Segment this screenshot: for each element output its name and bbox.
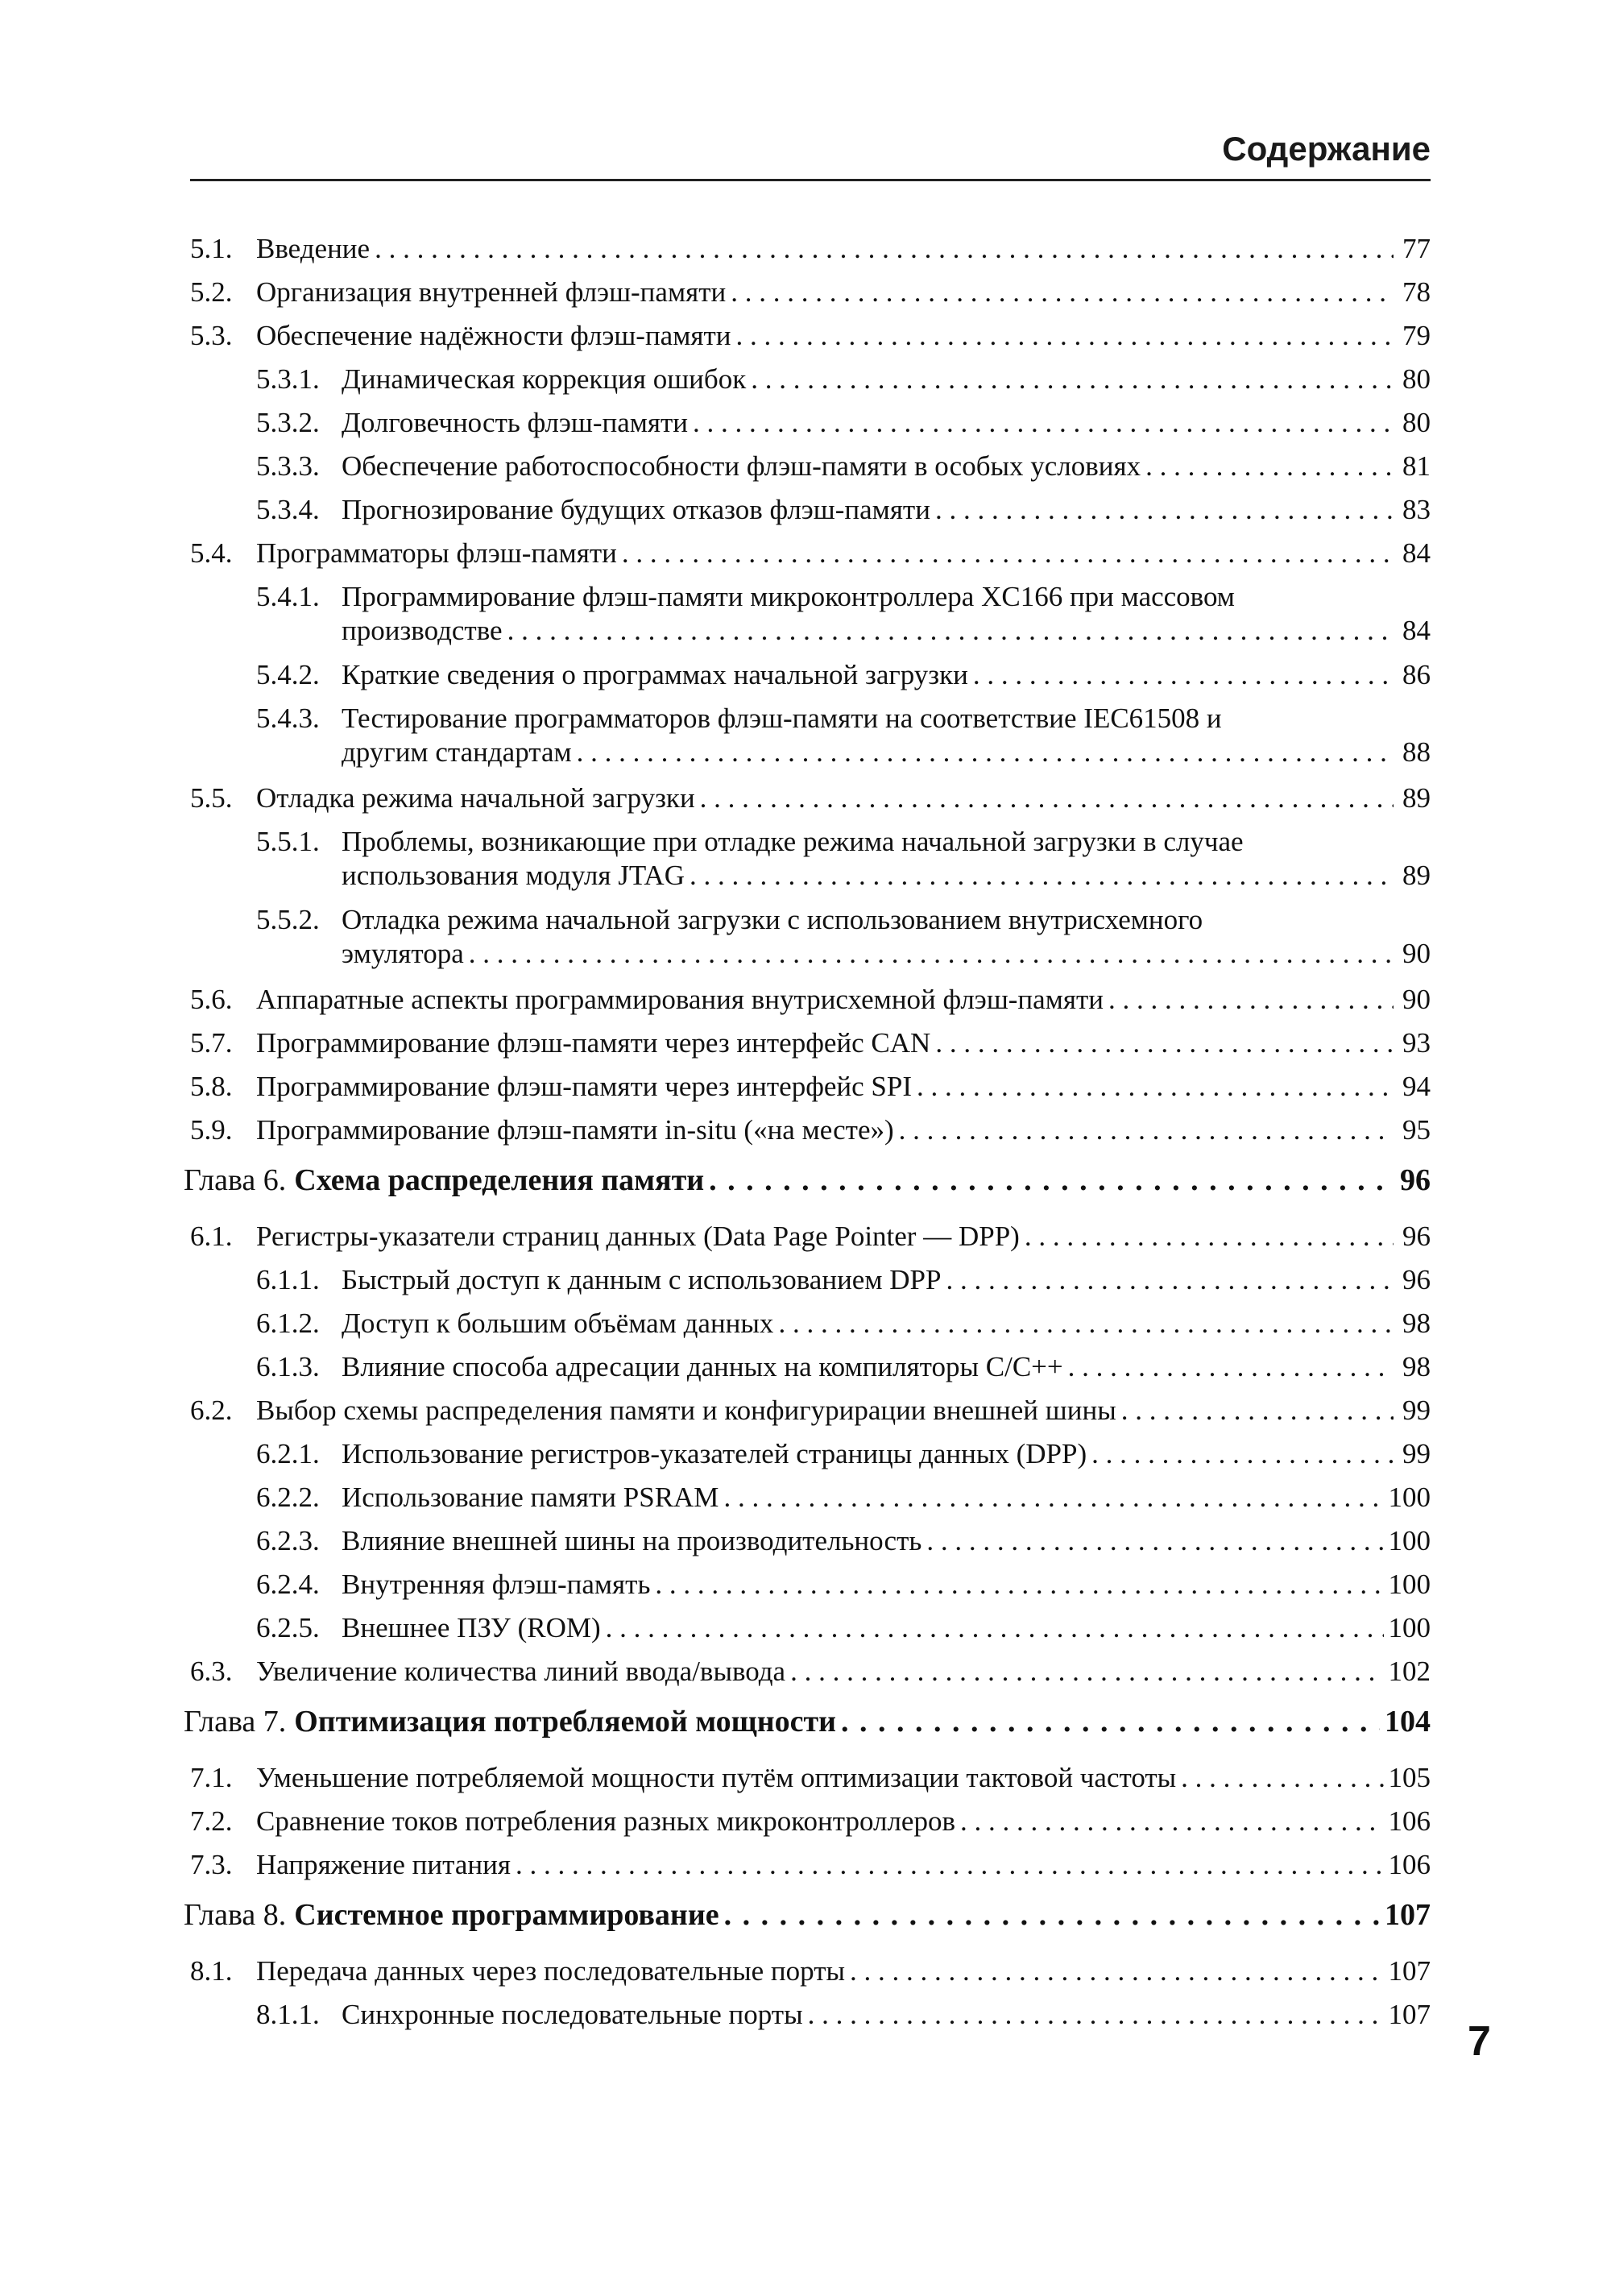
toc-entry-line [342, 1263, 1431, 1297]
toc-entry-line [342, 903, 1431, 937]
toc-entry-number: 7.3. [190, 1849, 233, 1880]
toc-entry-line [342, 1524, 1431, 1558]
toc-entry-number: 6.1.2. [256, 1308, 320, 1339]
toc-entry-number: 6.1.3. [256, 1351, 320, 1382]
toc-entry-title: Программаторы флэш-памяти [256, 537, 617, 569]
toc-page-number: 99 [1402, 1395, 1431, 1426]
toc-entry-line [256, 983, 1431, 1017]
toc-leader-dots [808, 1998, 1384, 2032]
toc-entry-title-continuation: использования модуля JTAG [342, 860, 685, 891]
toc-leader-dots [935, 1026, 1394, 1060]
toc-entry-title-continuation: другим стандартам [342, 736, 572, 768]
toc-entry-continuation [342, 614, 1431, 648]
toc-entry-line [342, 1568, 1431, 1602]
toc-entry-number: 5.3.1. [256, 363, 320, 395]
toc-entry-title-continuation: эмулятора [342, 938, 464, 969]
toc-leader-dots [606, 1611, 1384, 1645]
toc-leader-dots [946, 1263, 1394, 1297]
toc-leader-dots [700, 781, 1394, 815]
toc-leader-dots [1181, 1761, 1383, 1795]
toc-chapter-title: Оптимизация потребляемой мощности [294, 1705, 837, 1739]
toc-entry-title: Краткие сведения о программах начальной загрузки [342, 659, 968, 690]
toc-page-number: 104 [1385, 1705, 1431, 1739]
toc-entry-line [342, 1998, 1431, 2032]
toc-entry-line [342, 1437, 1431, 1471]
toc-leader-dots [723, 1481, 1383, 1515]
toc-entry-continuation [342, 859, 1431, 893]
toc-entry-number: 5.2. [190, 276, 233, 308]
toc-page-number: 93 [1402, 1027, 1431, 1059]
toc-entry-title: Обеспечение надёжности флэш-памяти [256, 320, 731, 351]
toc-entry-line [256, 537, 1431, 570]
toc-chapter-prefix: Глава 7. [184, 1705, 287, 1739]
toc-entry-title: Организация внутренней флэш-памяти [256, 276, 727, 308]
toc-page-number: 95 [1402, 1114, 1431, 1146]
toc-leader-dots [1091, 1437, 1394, 1471]
toc-entry-title: Влияние внешней шины на производительность [342, 1525, 922, 1556]
toc-entry-number: 5.3.4. [256, 494, 320, 525]
toc-leader-dots [973, 658, 1394, 692]
toc-leader-dots [790, 1655, 1383, 1689]
page-header-title: Содержание [1222, 130, 1431, 168]
toc-entry-number: 5.4.1. [256, 581, 320, 612]
toc-leader-dots [899, 1113, 1394, 1147]
toc-entry-number: 5.4.2. [256, 659, 320, 690]
toc-chapter-title: Системное программирование [294, 1898, 719, 1932]
toc-page-number: 107 [1388, 1955, 1431, 1987]
toc-entry-line [256, 1954, 1431, 1988]
toc-entry-number: 5.3.2. [256, 407, 320, 438]
toc-entry-title: Отладка режима начальной загрузки [256, 782, 695, 814]
toc-entry-line [256, 1113, 1431, 1147]
toc-entry-title: Внутренняя флэш-память [342, 1569, 651, 1600]
toc-leader-dots [1025, 1220, 1394, 1254]
toc-entry-line [342, 1350, 1431, 1384]
toc-page-number: 88 [1402, 736, 1431, 768]
toc-entry-number: 5.9. [190, 1114, 233, 1146]
toc-entry-number: 5.5. [190, 782, 233, 814]
toc-chapter-prefix: Глава 6. [184, 1163, 287, 1197]
toc-entry-line [256, 1761, 1431, 1795]
toc-entry-title: Введение [256, 233, 371, 264]
toc-page-number: 100 [1388, 1569, 1431, 1600]
toc-entry-title: Доступ к большим объёмам данных [342, 1308, 774, 1339]
toc-leader-dots [960, 1805, 1384, 1838]
toc-entry-line [342, 1611, 1431, 1645]
toc-entry-line [256, 276, 1431, 309]
toc-page-number: 80 [1402, 363, 1431, 395]
toc-entry-title: Использование регистров-указателей страницы данных (DPP) [342, 1438, 1087, 1469]
toc-leader-dots [731, 276, 1394, 309]
toc-page-number: 90 [1402, 984, 1431, 1015]
toc-page-number: 86 [1402, 659, 1431, 690]
toc-entry-continuation [342, 736, 1431, 769]
toc-leader-dots [735, 319, 1394, 353]
toc-entry-line [184, 1705, 1431, 1739]
toc-page-number: 94 [1402, 1071, 1431, 1102]
toc-entry-line [256, 1070, 1431, 1104]
toc-page-number: 89 [1402, 782, 1431, 814]
toc-page-number: 96 [1402, 1264, 1431, 1295]
toc-page-number: 90 [1402, 938, 1431, 969]
toc-leader-dots [935, 493, 1394, 527]
toc-entry-number: 5.4.3. [256, 702, 320, 734]
toc-leader-dots [778, 1307, 1394, 1341]
toc-entry-title: Быстрый доступ к данным с использованием DPP [342, 1264, 942, 1295]
toc-entry-title: Проблемы, возникающие при отладке режима начальной загрузки в случае [342, 826, 1244, 857]
toc-entry-title: Использование памяти PSRAM [342, 1482, 719, 1513]
toc-leader-dots [516, 1848, 1384, 1882]
toc-leader-dots [709, 1163, 1394, 1197]
toc-leader-dots [655, 1568, 1383, 1602]
toc-leader-dots [1108, 983, 1394, 1017]
toc-leader-dots [690, 859, 1394, 893]
toc-entry-title: Выбор схемы распределения памяти и конфигурирации внешней шины [256, 1395, 1116, 1426]
toc-entry-line [256, 1848, 1431, 1882]
toc-entry-line [342, 450, 1431, 483]
toc-leader-dots [1145, 450, 1394, 483]
toc-entry-line [342, 658, 1431, 692]
toc-entry-number: 5.1. [190, 233, 233, 264]
toc-leader-dots [469, 937, 1394, 971]
toc-page-number: 98 [1402, 1308, 1431, 1339]
toc-entry-title: Аппаратные аспекты программирования внутрисхемной флэш-памяти [256, 984, 1104, 1015]
toc-page-number: 78 [1402, 276, 1431, 308]
toc-entry-line [184, 1163, 1431, 1197]
toc-entry-number: 8.1. [190, 1955, 233, 1987]
toc-entry-continuation [342, 937, 1431, 971]
toc-entry-title: Влияние способа адресации данных на компиляторы C/C++ [342, 1351, 1063, 1382]
toc-page-number: 83 [1402, 494, 1431, 525]
toc-entry-title: Напряжение питания [256, 1849, 511, 1880]
toc-page-number: 100 [1388, 1612, 1431, 1643]
toc-leader-dots [1068, 1350, 1394, 1384]
toc-entry-title: Отладка режима начальной загрузки с использованием внутрисхемного [342, 904, 1203, 935]
toc-entry-line [342, 702, 1431, 736]
toc-entry-number: 6.1.1. [256, 1264, 320, 1295]
toc-page-number: 79 [1402, 320, 1431, 351]
toc-entry-title: Программирование флэш-памяти через интерфейс SPI [256, 1071, 913, 1102]
toc-page-number: 77 [1402, 233, 1431, 264]
toc-entry-line [256, 319, 1431, 353]
toc-page-number: 89 [1402, 860, 1431, 891]
toc-entry-number: 6.1. [190, 1221, 233, 1252]
page-number: 7 [1468, 2018, 1491, 2065]
toc-entry-line [342, 406, 1431, 440]
toc-entry-title: Сравнение токов потребления разных микроконтроллеров [256, 1805, 955, 1837]
toc-entry-line [342, 363, 1431, 396]
toc-entry-title: Программирование флэш-памяти через интерфейс CAN [256, 1027, 931, 1059]
toc-entry-title-continuation: производстве [342, 615, 503, 646]
toc-entry-number: 5.3.3. [256, 450, 320, 482]
toc-entry-title: Внешнее ПЗУ (ROM) [342, 1612, 601, 1643]
toc-entry-line [342, 825, 1431, 859]
toc-entry-title: Обеспечение работоспособности флэш-памяти в особых условиях [342, 450, 1141, 482]
toc-entry-number: 5.3. [190, 320, 233, 351]
toc-page-number: 96 [1402, 1221, 1431, 1252]
toc-entry-title: Прогнозирование будущих отказов флэш-памяти [342, 494, 930, 525]
toc-entry-line [342, 1307, 1431, 1341]
toc-entry-line [184, 1898, 1431, 1932]
toc-entry-number: 6.2.2. [256, 1482, 320, 1513]
toc-entry-number: 6.2. [190, 1395, 233, 1426]
toc-leader-dots [917, 1070, 1394, 1104]
toc-entry-title: Тестирование программаторов флэш-памяти на соответствие IEC61508 и [342, 702, 1222, 734]
toc-leader-dots [850, 1954, 1383, 1988]
toc-entry-line [256, 232, 1431, 266]
toc-entry-title: Долговечность флэш-памяти [342, 407, 689, 438]
toc-entry-number: 5.6. [190, 984, 233, 1015]
toc-chapter-title: Схема распределения памяти [294, 1163, 705, 1197]
toc-entry-line [342, 580, 1431, 614]
toc-page-number: 84 [1402, 537, 1431, 569]
toc-leader-dots [507, 614, 1394, 648]
toc-leader-dots [841, 1705, 1380, 1739]
toc-page-number: 81 [1402, 450, 1431, 482]
toc-page-number: 107 [1388, 1999, 1431, 2030]
toc-entry-title: Регистры-указатели страниц данных (Data Page Pointer — DPP) [256, 1221, 1020, 1252]
toc-entry-line [256, 1655, 1431, 1689]
toc-page-number: 100 [1388, 1525, 1431, 1556]
toc-entry-line [256, 1805, 1431, 1838]
toc-entry-line [342, 1481, 1431, 1515]
toc-entry-number: 7.1. [190, 1762, 233, 1793]
toc-entry-number: 5.8. [190, 1071, 233, 1102]
toc-entry-line [256, 1394, 1431, 1428]
toc-entry-title: Программирование флэш-памяти микроконтроллера XC166 при массовом [342, 581, 1235, 612]
toc-entry-line [256, 1220, 1431, 1254]
toc-entry-line [256, 1026, 1431, 1060]
toc-entry-number: 8.1.1. [256, 1999, 320, 2030]
toc-page-number: 84 [1402, 615, 1431, 646]
toc-entry-title: Передача данных через последовательные порты [256, 1955, 846, 1987]
toc-leader-dots [724, 1898, 1380, 1932]
toc-entry-line [256, 781, 1431, 815]
toc-leader-dots [926, 1524, 1383, 1558]
toc-leader-dots [693, 406, 1394, 440]
toc-page-number: 80 [1402, 407, 1431, 438]
toc-entry-number: 6.2.1. [256, 1438, 320, 1469]
toc-page-number: 102 [1388, 1656, 1431, 1687]
toc-entry-title: Динамическая коррекция ошибок [342, 363, 747, 395]
toc-chapter-prefix: Глава 8. [184, 1898, 287, 1932]
toc-entry-title: Уменьшение потребляемой мощности путём оптимизации тактовой частоты [256, 1762, 1177, 1793]
toc-entry-title: Программирование флэш-памяти in-situ («на месте») [256, 1114, 894, 1146]
toc-entry-number: 5.7. [190, 1027, 233, 1059]
toc-page-number: 99 [1402, 1438, 1431, 1469]
toc-entry-number: 6.2.4. [256, 1569, 320, 1600]
toc-leader-dots [1121, 1394, 1394, 1428]
toc-leader-dots [622, 537, 1394, 570]
toc-entry-number: 7.2. [190, 1805, 233, 1837]
toc-leader-dots [577, 736, 1394, 769]
toc-page-number: 106 [1388, 1805, 1431, 1837]
toc-page-number: 100 [1388, 1482, 1431, 1513]
toc-leader-dots [751, 363, 1394, 396]
toc-page-number: 105 [1388, 1762, 1431, 1793]
toc-leader-dots [375, 232, 1394, 266]
toc-page-number: 107 [1385, 1898, 1431, 1932]
toc-entry-number: 6.2.5. [256, 1612, 320, 1643]
toc-entry-number: 6.3. [190, 1656, 233, 1687]
toc-entry-number: 6.2.3. [256, 1525, 320, 1556]
toc-entry-line [342, 493, 1431, 527]
toc-page-number: 96 [1400, 1163, 1431, 1197]
toc-page-number: 98 [1402, 1351, 1431, 1382]
toc-page-number: 106 [1388, 1849, 1431, 1880]
toc-entry-number: 5.4. [190, 537, 233, 569]
toc-entry-number: 5.5.2. [256, 904, 320, 935]
toc-entry-number: 5.5.1. [256, 826, 320, 857]
toc-entry-title: Увеличение количества линий ввода/вывода [256, 1656, 786, 1687]
toc-entry-title: Синхронные последовательные порты [342, 1999, 803, 2030]
